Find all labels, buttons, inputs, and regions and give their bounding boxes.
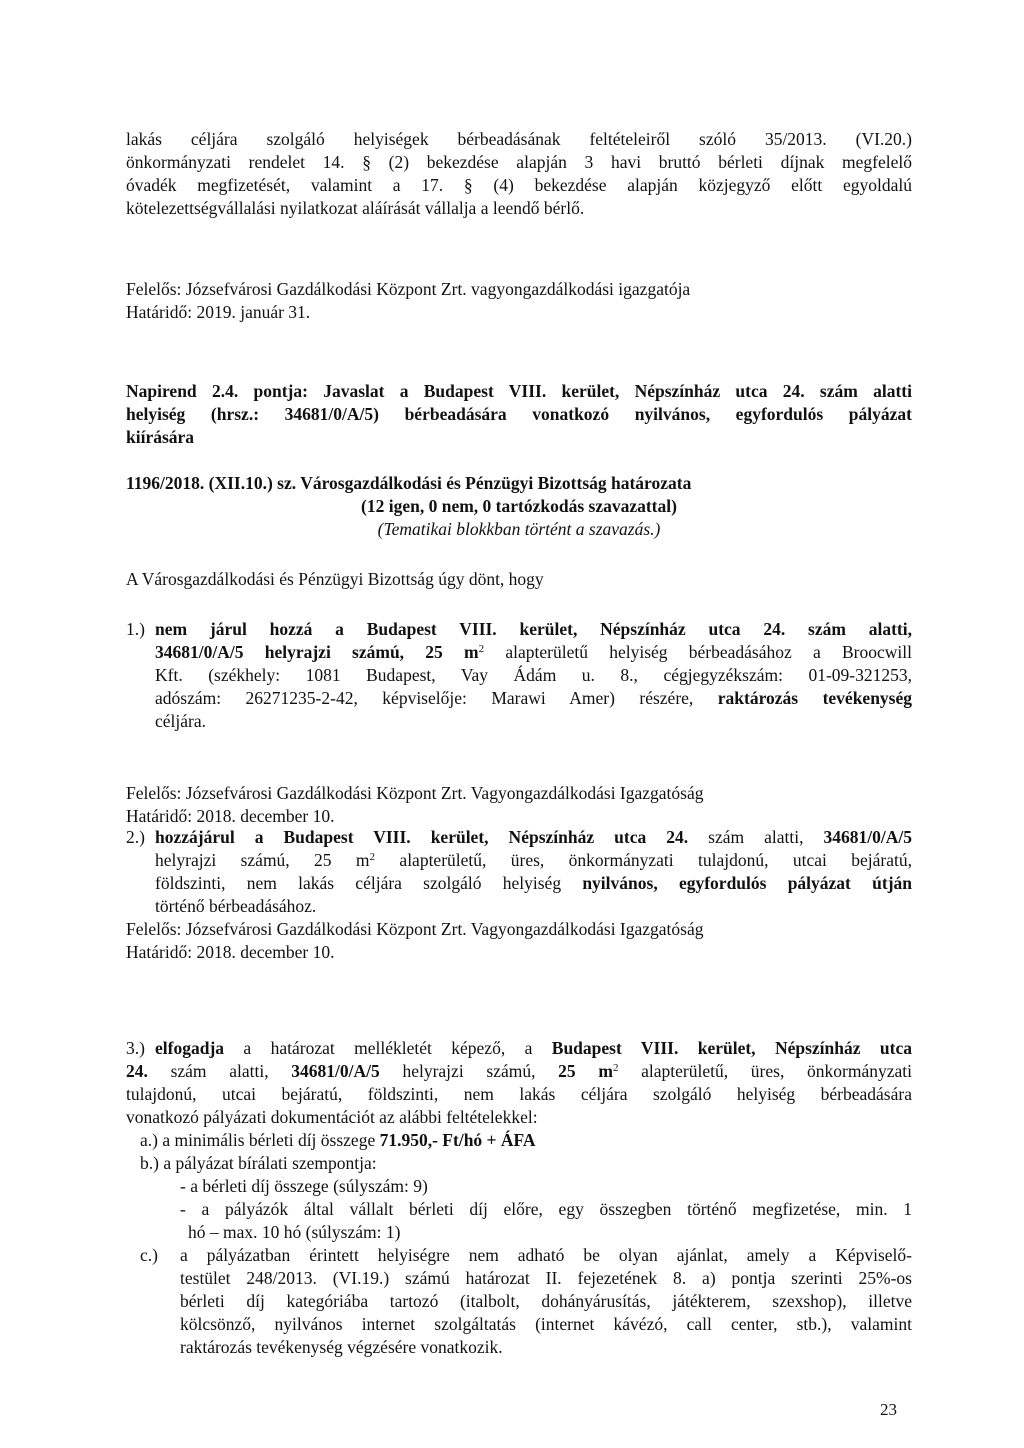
condition-a-text: a minimális bérleti díj összege <box>162 1130 380 1150</box>
item-2-line <box>155 826 912 849</box>
responsible-line: Felelős: Józsefvárosi Gazdálkodási Központ Zrt. Vagyongazdálkodási Igazgatóság <box>126 919 704 939</box>
resolution-lead: A Városgazdálkodási és Pénzügyi Bizottság úgy dönt, hogy <box>126 569 544 589</box>
item-1-line-2b: alapterületű helyiség bérbeadásához a Broocwill <box>484 642 912 662</box>
intro-line: óvadék megfizetését, valamint a 17. § (4) bekezdése alapján közjegyző előtt egyoldalú <box>126 175 912 195</box>
item-3-line: vonatkozó pályázati dokumentációt az alábbi feltételekkel: <box>126 1107 538 1127</box>
item-3-accepts: elfogadja <box>155 1038 225 1058</box>
resolution-title-line <box>126 472 912 495</box>
condition-c-line: a pályázatban érintett helyiségre nem adható be olyan ajánlat, amely a Képviselő- <box>180 1245 912 1265</box>
item-3-line-2b: szám alatti, <box>147 1061 292 1081</box>
deadline-line: Határidő: 2018. december 10. <box>126 806 335 826</box>
condition-c-line: testület 248/2013. (VI.19.) számú határozat II. fejezetének 8. a) pontja szerinti 25%-os <box>180 1268 912 1288</box>
item-1-line: céljára. <box>155 711 206 731</box>
item-3-line <box>155 1037 912 1060</box>
item-1-line <box>155 618 912 641</box>
condition-b-label: b.) <box>140 1153 159 1173</box>
superscript: 2 <box>612 1062 619 1074</box>
voting-note: (Tematikai blokkban történt a szavazás.) <box>377 519 661 539</box>
criterion-2 <box>180 1198 912 1244</box>
criterion-1: - a bérleti díj összege (súlyszám: 9) <box>180 1176 428 1196</box>
condition-c-label: c.) <box>140 1245 158 1265</box>
criterion-2-line: hó – max. 10 hó (súlyszám: 1) <box>188 1222 401 1242</box>
responsible-line: Felelős: Józsefvárosi Gazdálkodási Központ Zrt. vagyongazdálkodási igazgatója <box>126 279 691 299</box>
item-2-line: történő bérbeadásához. <box>155 896 317 916</box>
superscript: 2 <box>369 851 376 863</box>
intro-line: kötelezettségvállalási nyilatkozat aláírását vállalja a leendő bérlő. <box>126 198 585 218</box>
item-1-line <box>155 641 912 664</box>
item-2-line <box>155 849 912 872</box>
page-number: 23 <box>880 1400 897 1419</box>
item-3-area: 25 m <box>558 1061 613 1081</box>
vote-line: (12 igen, 0 nem, 0 tartózkodás szavazattal) <box>361 496 677 516</box>
resolution-title: Városgazdálkodási és Pénzügyi Bizottság határozata <box>300 473 692 493</box>
item-2-text <box>155 826 912 918</box>
agenda-line: kiírására <box>126 427 195 447</box>
item-1-line: Kft. (székhely: 1081 Budapest, Vay Ádám u. 8., cégjegyzékszám: 01-09-321253, <box>155 665 912 685</box>
agenda-line: Napirend 2.4. pontja: Javaslat a Budapest VIII. kerület, Népszínház utca 24. szám alatti <box>126 381 912 401</box>
item-3-line <box>126 1060 912 1083</box>
condition-b <box>140 1152 912 1175</box>
condition-c-line: raktározás tevékenység végzésére vonatkozik. <box>180 1337 503 1357</box>
item-3-line-2f: alapterületű, üres, önkormányzati <box>618 1061 912 1081</box>
item-1-line-4a: adószám: 26271235-2-42, képviselője: Marawi Amer) részére, <box>155 688 718 708</box>
item-1-purpose: raktározás tevékenység <box>717 688 913 708</box>
item-number: 3.) <box>126 1038 145 1058</box>
item-number: 1.) <box>126 619 145 639</box>
item-3-line-2d: helyrajzi számú, <box>379 1061 559 1081</box>
item-2-line <box>155 872 912 895</box>
item-1-text <box>155 618 912 733</box>
item-2-line-1b: szám alatti, <box>688 827 824 847</box>
responsibility-block <box>126 782 912 828</box>
item-2-line-2b: alapterületű, üres, önkormányzati tulajdonú, utcai bejáratú, <box>375 850 912 870</box>
item-1-hrsz: 34681/0/A/5 helyrajzi számú, 25 m <box>155 642 479 662</box>
item-3-line-1b: a határozat mellékletét képező, a <box>224 1038 552 1058</box>
responsibility-block <box>126 918 912 964</box>
item-1-line <box>155 687 912 710</box>
agenda-heading <box>126 380 912 449</box>
item-3-housenumber: 24. <box>126 1061 148 1081</box>
item-2-tender-type: nyilvános, egyfordulós pályázat útján <box>582 873 913 893</box>
condition-c-text <box>180 1244 912 1359</box>
intro-paragraph <box>126 128 912 220</box>
responsibility-block <box>126 278 912 324</box>
item-3-line: tulajdonú, utcai bejáratú, földszinti, nem lakás céljára szolgáló helyiség bérbeadására <box>126 1084 912 1104</box>
intro-line: lakás céljára szolgáló helyiségek bérbeadásának feltételeiről szóló 35/2013. (VI.20.) <box>126 129 912 149</box>
condition-b-text: a pályázat bírálati szempontja: <box>163 1153 377 1173</box>
resolution-number: 1196/2018. (XII.10.) sz. <box>126 473 297 493</box>
item-2-line-1a: hozzájárul a Budapest VIII. kerület, Népszínház utca 24. <box>155 827 689 847</box>
condition-c-line: kölcsönző, nyilvános internet szolgáltatás (internet kávézó, call center, stb.), valamint <box>180 1314 912 1334</box>
superscript: 2 <box>478 643 485 655</box>
resolution-header <box>126 472 912 495</box>
deadline-line: Határidő: 2018. december 10. <box>126 942 335 962</box>
deadline-line: Határidő: 2019. január 31. <box>126 302 311 322</box>
item-2-line-3a: földszinti, nem lakás céljára szolgáló helyiség <box>155 873 583 893</box>
criterion-2-line: - a pályázók által vállalt bérleti díj előre, egy összegben történő megfizetése, min. 1 <box>180 1199 912 1219</box>
condition-a <box>140 1129 912 1152</box>
item-2-line-2a: helyrajzi számú, 25 m <box>155 850 370 870</box>
condition-c-line: bérleti díj kategóriába tartozó (italbolt, dohányárusítás, játékterem, szexshop), illetve <box>180 1291 912 1311</box>
agenda-line: helyiség (hrsz.: 34681/0/A/5) bérbeadására vonatkozó nyilvános, egyfordulós pályázat <box>126 404 912 424</box>
minimum-rent: 71.950,- Ft/hó + ÁFA <box>379 1130 536 1150</box>
intro-line: önkormányzati rendelet 14. § (2) bekezdése alapján 3 havi bruttó bérleti díjnak megfelelő <box>126 152 912 172</box>
item-3-continuation <box>126 1060 912 1129</box>
item-3-address: Budapest VIII. kerület, Népszínház utca <box>551 1038 912 1058</box>
item-number: 2.) <box>126 827 145 847</box>
item-3-text <box>155 1037 912 1060</box>
condition-a-label: a.) <box>140 1130 158 1150</box>
item-2-hrsz: 34681/0/A/5 <box>823 827 912 847</box>
item-3-hrsz: 34681/0/A/5 <box>291 1061 380 1081</box>
responsible-line: Felelős: Józsefvárosi Gazdálkodási Központ Zrt. Vagyongazdálkodási Igazgatóság <box>126 783 704 803</box>
item-1-line-1: nem járul hozzá a Budapest VIII. kerület, Népszínház utca 24. szám alatti, <box>155 619 912 639</box>
